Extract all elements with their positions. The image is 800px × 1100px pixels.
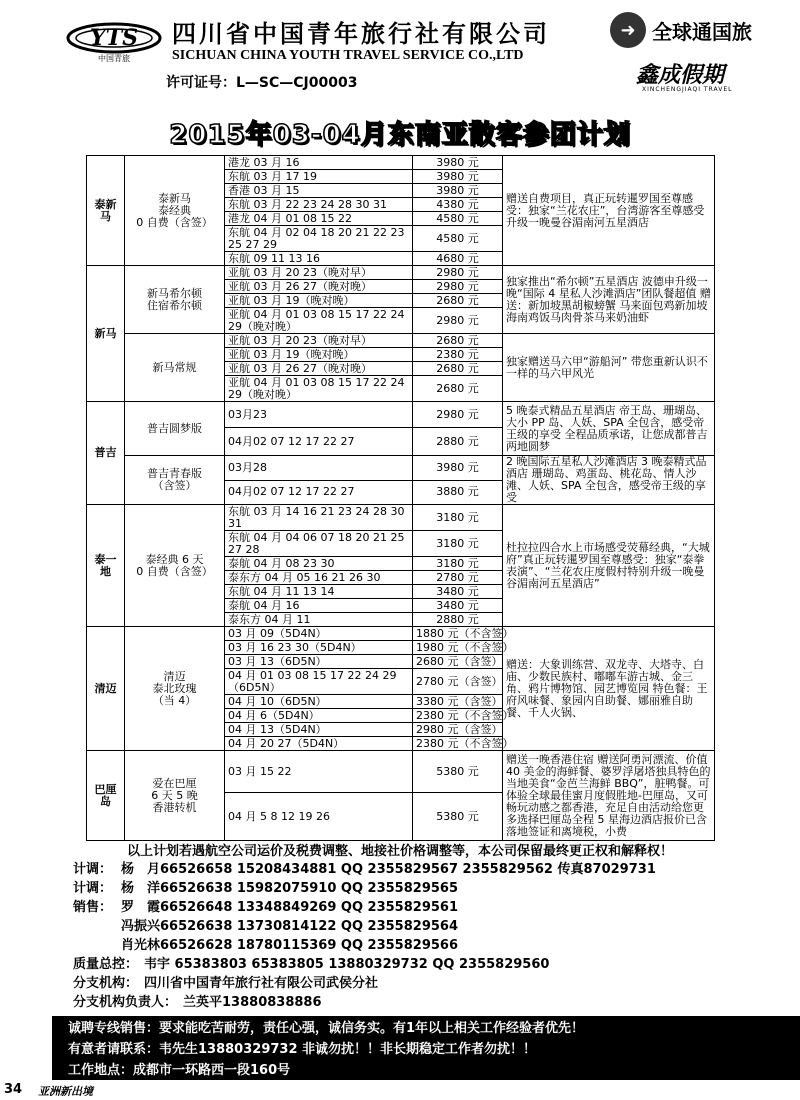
date-cell: 亚航 03 月 19（晚对晚）: [225, 348, 413, 362]
product-cell: 泰经典 6 天 0 自费（含签）: [125, 505, 225, 627]
date-cell: 亚航 03 月 20 23（晚对早）: [225, 334, 413, 348]
table-row: [87, 751, 715, 793]
date-cell: 03 月 09（5D4N）: [225, 627, 413, 641]
date-cell: 东航 04 月 11 13 14: [225, 585, 413, 599]
price-cell: 2380 元（不含签）: [413, 709, 503, 723]
license-number: 许可证号：L—SC—CJ00003: [166, 75, 358, 91]
page-footer: [0, 1082, 800, 1100]
date-cell: 04 月 5 8 12 19 26: [225, 793, 413, 841]
brand-xincheng: 鑫成假期: [636, 63, 725, 88]
price-cell: 2880 元: [413, 613, 503, 627]
price-cell: 3480 元: [413, 599, 503, 613]
table-row: [87, 334, 715, 348]
contact-line: 肖光林66526628 18780115369 QQ 2355829566: [121, 938, 458, 953]
price-cell: 5380 元: [413, 751, 503, 793]
product-cell: 新马希尔顿 住宿希尔顿: [125, 266, 225, 334]
contact-line: 分支机构负责人： 兰英平13880838886: [73, 995, 322, 1010]
page-header: [0, 0, 800, 100]
date-cell: 东航 03 月 14 16 21 23 24 28 30 31: [225, 505, 413, 531]
date-cell: 泰航 04 月 16: [225, 599, 413, 613]
price-cell: 2980 元: [413, 308, 503, 334]
date-cell: 04 月 6（5D4N）: [225, 709, 413, 723]
date-cell: 04月02 07 12 17 22 27: [225, 428, 413, 456]
date-cell: 亚航 04 月 01 03 08 15 17 22 24 29（晚对晚）: [225, 376, 413, 402]
brand-xincheng-sub: XINCHENGJIAQI TRAVEL: [642, 86, 733, 93]
date-cell: 东航 03 月 17 19: [225, 170, 413, 184]
region-cell: 巴厘岛: [87, 751, 125, 841]
price-cell: 2880 元: [413, 428, 503, 456]
price-cell: 3880 元: [413, 480, 503, 505]
region-cell: 泰一地: [87, 505, 125, 627]
recruitment-banner: [52, 1016, 800, 1080]
date-cell: 泰航 04 月 08 23 30: [225, 557, 413, 571]
price-cell: 2780 元（含签）: [413, 669, 503, 695]
feature-cell: 赠送一晚香港住宿 赠送阿勇河漂流、价值 40 美金的海鲜餐、婆罗浮屠塔独具特色的当地美食“金芭兰海鲜 BBQ”，脏鸭餐。可体验全球最佳蜜月度假胜地-巴厘岛，又可畅玩动感之都香港，充足自由活动给您更多选择巴厘岛全程 5 星海边酒店报价已含落地签证和离境税，小费: [503, 751, 715, 841]
table-row: [87, 505, 715, 531]
tour-plan-table: [86, 155, 715, 841]
recruit-line: 有意者请联系：韦先生13880329732 非诚勿扰！！非长期稳定工作者勿扰！！: [68, 1042, 537, 1057]
region-cell: 清迈: [87, 627, 125, 751]
recruit-line: 工作地点：成都市一环路西一段160号: [68, 1063, 291, 1078]
price-cell: 1980 元（不含签）: [413, 641, 503, 655]
company-name-en: SICHUAN CHINA YOUTH TRAVEL SERVICE CO.,LTD: [172, 48, 524, 63]
date-cell: 03 月 16 23 30（5D4N）: [225, 641, 413, 655]
price-cell: 2680 元: [413, 376, 503, 402]
date-cell: 03月23: [225, 402, 413, 428]
price-cell: 4380 元: [413, 198, 503, 212]
price-cell: 5380 元: [413, 793, 503, 841]
date-cell: 泰东方 04 月 05 16 21 26 30: [225, 571, 413, 585]
price-cell: 2980 元: [413, 280, 503, 294]
date-cell: 东航 09 11 13 16: [225, 252, 413, 266]
price-cell: 3980 元: [413, 170, 503, 184]
date-cell: 亚航 03 月 26 27（晚对晚）: [225, 280, 413, 294]
table-row: [87, 456, 715, 481]
price-cell: 3980 元: [413, 184, 503, 198]
date-cell: 03 月 15 22: [225, 751, 413, 793]
date-cell: 亚航 03 月 19（晚对晚）: [225, 294, 413, 308]
date-cell: 04 月 01 03 08 15 17 22 24 29（6D5N）: [225, 669, 413, 695]
feature-cell: 独家推出“希尔顿”五星酒店 波德申升级一晚“国际 4 星私人沙滩酒店”团队餐超值 赠送：新加坡黑胡椒螃蟹 马来面包鸡新加坡海南鸡饭马肉骨茶马来奶油虾: [503, 266, 715, 334]
price-cell: 3180 元: [413, 557, 503, 571]
price-cell: 2980 元: [413, 402, 503, 428]
feature-cell: 5 晚泰式精品五星酒店 帝王岛、珊瑚岛、大小 PP 岛、人妖、SPA 全包含，感受帝王级的享受 全程品质承诺，让您成都普吉两地圆梦: [503, 402, 715, 456]
recruit-line: 诚聘专线销售：要求能吃苦耐劳，责任心强，诚信务实。有1年以上相关工作经验者优先！: [68, 1021, 585, 1036]
product-cell: 泰新马 泰经典 0 自费（含签）: [125, 156, 225, 266]
price-cell: 2680 元: [413, 362, 503, 376]
contact-line: 销售： 罗 霞66526648 13348849269 QQ 2355829561: [73, 900, 458, 915]
price-cell: 2680 元: [413, 334, 503, 348]
price-cell: 3480 元: [413, 585, 503, 599]
price-cell: 1880 元（不含签）: [413, 627, 503, 641]
price-cell: 3980 元: [413, 456, 503, 481]
price-cell: 3180 元: [413, 531, 503, 557]
disclaimer-notice: 以上计划若遇航空公司运价及税费调整、地接社价格调整等，本公司保留最终更正权和解释权！: [126, 844, 673, 859]
price-cell: 2980 元: [413, 266, 503, 280]
svg-text:YTS: YTS: [90, 25, 138, 51]
price-cell: 3980 元: [413, 156, 503, 170]
price-cell: 4580 元: [413, 226, 503, 252]
price-cell: 3180 元: [413, 505, 503, 531]
brand-quanqiutong: ➜ 全球通国旅: [610, 10, 770, 50]
price-cell: 2780 元: [413, 571, 503, 585]
contact-line: 质量总控： 韦宇 65383803 65383805 13880329732 QQ 2355829560: [73, 957, 550, 972]
date-cell: 东航 03 月 22 23 24 28 30 31: [225, 198, 413, 212]
table-row: [87, 402, 715, 428]
feature-cell: 赠送自费项目，真正玩转暹罗国至尊感受：独家“兰花农庄”，台湾游客至尊感受升级一晚曼谷湄南河五星酒店: [503, 156, 715, 266]
price-cell: 2380 元（不含签）: [413, 737, 503, 751]
price-cell: 2980 元（含签）: [413, 723, 503, 737]
product-cell: 清迈 泰北玫瑰 （当 4）: [125, 627, 225, 751]
feature-cell: 独家赠送马六甲“游船河” 带您重新认识不一样的马六甲风光: [503, 334, 715, 402]
date-cell: 04 月 10（6D5N）: [225, 695, 413, 709]
region-cell: 新马: [87, 266, 125, 402]
date-cell: 泰东方 04 月 11: [225, 613, 413, 627]
date-cell: 04 月 13（5D4N）: [225, 723, 413, 737]
date-cell: 港龙 03 月 16: [225, 156, 413, 170]
date-cell: 亚航 04 月 01 03 08 15 17 22 24 29（晚对晚）: [225, 308, 413, 334]
region-cell: 泰新马: [87, 156, 125, 266]
contact-line: 分支机构： 四川省中国青年旅行社有限公司武侯分社: [73, 976, 379, 991]
page-number: 34: [4, 1082, 23, 1097]
price-cell: 4580 元: [413, 212, 503, 226]
date-cell: 04月02 07 12 17 22 27: [225, 480, 413, 505]
feature-cell: 2 晚国际五星私人沙滩酒店 3 晚泰精式品酒店 珊瑚岛、鸡蛋岛、桃花岛、情人沙滩、人妖、SPA 全包含，感受帝王级的享受: [503, 456, 715, 505]
feature-cell: 赠送：大象训练营、双龙寺、大塔寺、白庙、少数民族村、嘟嘟车游古城、金三角、鸦片博物馆、园艺博览园 特色餐：王府风味餐、象园内自助餐、娜丽雅自助餐、千人火锅、: [503, 627, 715, 751]
date-cell: 04 月 20 27（5D4N）: [225, 737, 413, 751]
contact-line: 计调： 杨 洋66526638 15982075910 QQ 2355829565: [73, 881, 458, 896]
date-cell: 亚航 03 月 26 27（晚对晚）: [225, 362, 413, 376]
date-cell: 03 月 13（6D5N）: [225, 655, 413, 669]
price-cell: 3380 元（含签）: [413, 695, 503, 709]
table-row: [87, 266, 715, 280]
company-name-cn: 四川省中国青年旅行社有限公司: [172, 20, 550, 48]
date-cell: 东航 04 月 02 04 18 20 21 22 23 25 27 29: [225, 226, 413, 252]
contact-line: 冯振兴66526638 13730814122 QQ 2355829564: [121, 919, 458, 934]
price-cell: 2380 元: [413, 348, 503, 362]
svg-text:中国青旅: 中国青旅: [98, 54, 130, 63]
table-row: [87, 156, 715, 170]
table-row: [87, 627, 715, 641]
contact-line: 计调： 杨 月66526658 15208434881 QQ 2355829567 2355829562 传真87029731: [73, 862, 656, 877]
product-cell: 普吉青春版 （含签）: [125, 456, 225, 505]
price-cell: 2680 元（含签）: [413, 655, 503, 669]
date-cell: 东航 04 月 04 06 07 18 20 21 25 27 28: [225, 531, 413, 557]
product-cell: 新马常规: [125, 334, 225, 402]
product-cell: 普吉圆梦版: [125, 402, 225, 456]
feature-cell: 杜拉拉四合水上市场感受荧幕经典，“大城府”真正玩转暹罗国至尊感受：独家“泰拳表演”、“兰花农庄度假村特别升级一晚曼谷湄南河五星酒店”: [503, 505, 715, 627]
globe-icon: ➜: [610, 12, 646, 48]
yts-logo: [66, 16, 162, 64]
price-cell: 4680 元: [413, 252, 503, 266]
region-cell: 普吉: [87, 402, 125, 505]
price-cell: 2680 元: [413, 294, 503, 308]
magazine-name: 亚洲新出境: [38, 1085, 93, 1098]
date-cell: 03月28: [225, 456, 413, 481]
date-cell: 亚航 03 月 20 23（晚对早）: [225, 266, 413, 280]
page-title: 2015年03-04月东南亚散客参团计划: [169, 120, 631, 150]
date-cell: 香港 03 月 15: [225, 184, 413, 198]
product-cell: 爱在巴厘 6 天 5 晚 香港转机: [125, 751, 225, 841]
date-cell: 港龙 04 月 01 08 15 22: [225, 212, 413, 226]
contact-list: [73, 860, 656, 1012]
